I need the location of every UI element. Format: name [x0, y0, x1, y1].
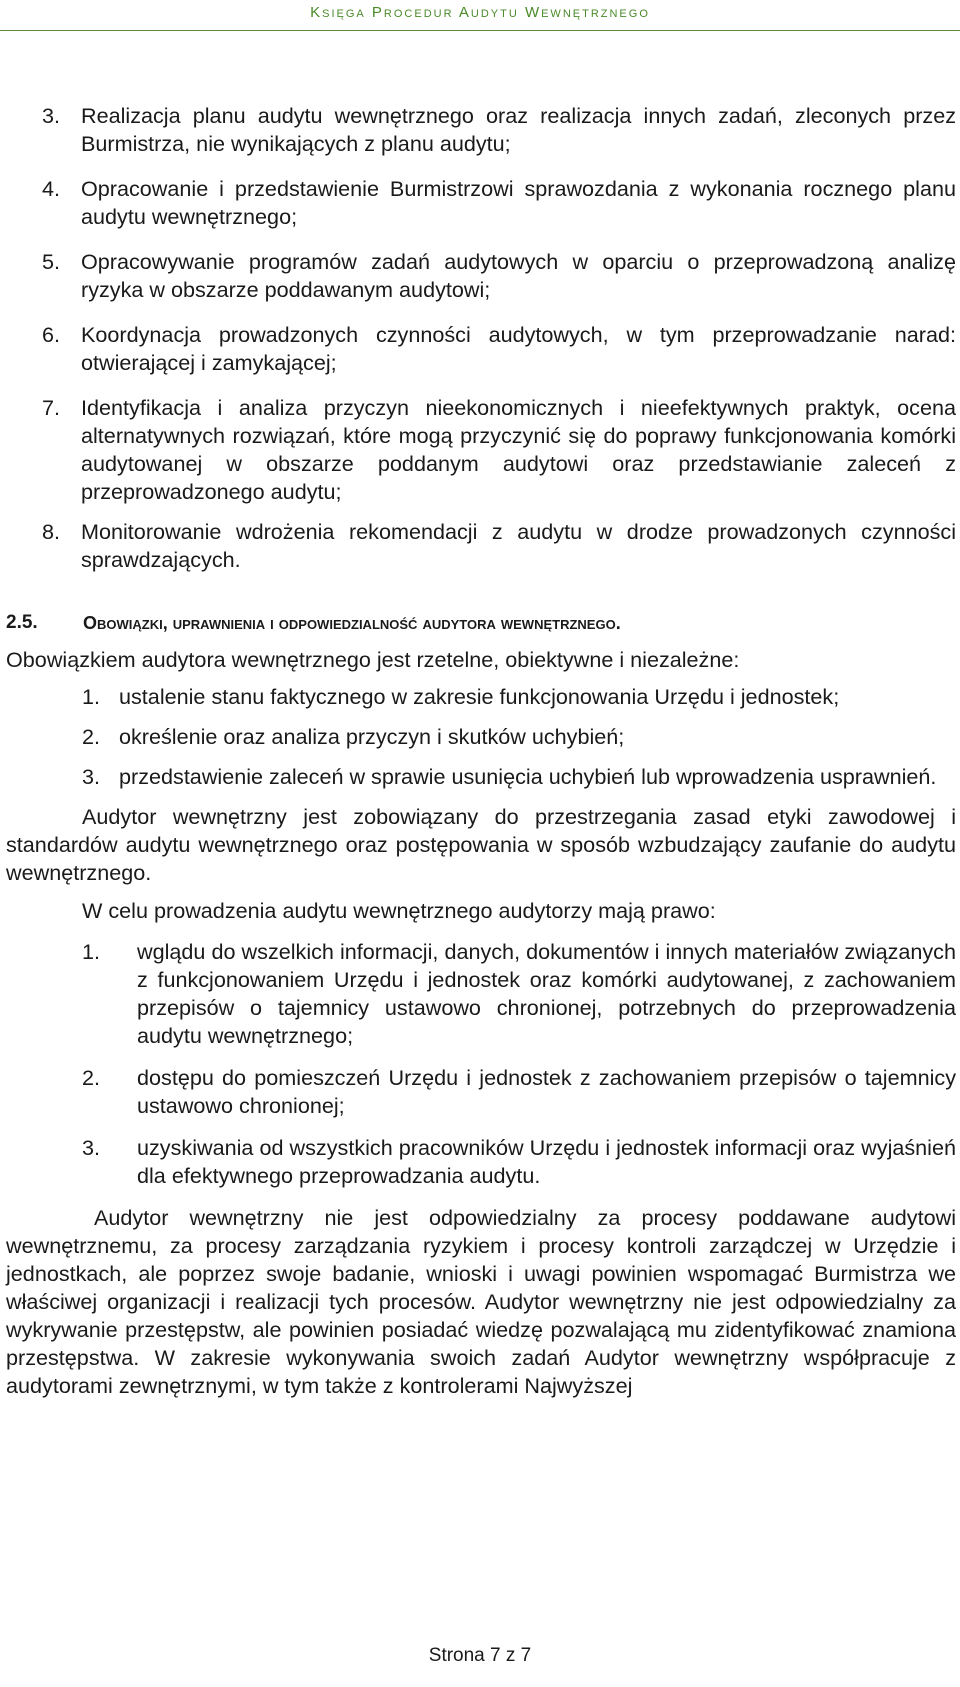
duties-list — [6, 683, 956, 791]
rights-intro: W celu prowadzenia audytu wewnętrznego audytorzy mają prawo: — [82, 898, 716, 923]
running-header — [0, 0, 960, 31]
list-item — [6, 518, 956, 574]
document-body — [6, 102, 956, 1400]
list-item — [6, 683, 956, 711]
list-item — [6, 175, 956, 231]
list-number: 1. — [82, 939, 101, 964]
list-item — [6, 248, 956, 304]
list-text: Identyfikacja i analiza przyczyn nieekonomicznych i nieefektywnych praktyk, ocena alternatywnych rozwiązań, które mogą przyczynić się do poprawy funkcjonowania komórki audytowanej w obszarze poddanym audytowi oraz przedstawianie zaleceń z przeprowadzonego audytu; — [81, 395, 956, 504]
list-text: Opracowanie i przedstawienie Burmistrzowi sprawozdania z wykonania rocznego planu audytu wewnętrznego; — [81, 176, 956, 229]
section-number: 2.5. — [6, 612, 38, 633]
list-number: 4. — [42, 176, 61, 201]
list-item — [6, 763, 956, 791]
list-text: Opracowywanie programów zadań audytowych w oparciu o przeprowadzoną analizę ryzyka w obszarze poddawanym audytowi; — [81, 249, 956, 302]
list-item — [6, 102, 956, 158]
list-number: 3. — [42, 103, 61, 128]
responsibility-paragraph: Audytor wewnętrzny nie jest odpowiedzialny za procesy poddawane audytowi wewnętrznemu, za procesy zarządzania ryzykiem i procesy kontroli zarządczej w Urzędzie i jednostkach, ale poprzez swoje badanie, wnioski i uwagi powinien wspomagać Burmistrza we właściwej organizacji i realizacji tych procesów. Audytor wewnętrzny nie jest odpowiedzialny za wykrywanie przestępstw, ale powinien posiadać wiedzę pozwalającą mu zidentyfikować znamiona przestępstwa. W zakresie wykonywania swoich zadań Audytor wewnętrzny współpracuje z audytorami zewnętrznymi, w tym także z kontrolerami Najwyższej — [6, 1205, 956, 1398]
list-number: 2. — [82, 1065, 101, 1090]
list-text: Realizacja planu audytu wewnętrznego oraz realizacja innych zadań, zleconych przez Burmistrza, nie wynikających z planu audytu; — [81, 103, 956, 156]
list-item — [6, 321, 956, 377]
list-text: wglądu do wszelkich informacji, danych, dokumentów i innych materiałów związanych z funkcjonowaniem Urzędu i jednostek oraz komórki audytowanej, z zachowaniem przepisów o tajemnicy ustawowo chronionej, potrzebnych do przeprowadzenia audytu wewnętrznego; — [137, 939, 956, 1048]
list-text: przedstawienie zaleceń w sprawie usunięcia uchybień lub wprowadzenia usprawnień. — [119, 764, 937, 789]
rights-list — [6, 938, 956, 1190]
list-item — [6, 394, 956, 506]
header-title: Księga Procedur Audytu Wewnętrznego — [310, 4, 650, 21]
list-number: 6. — [42, 322, 61, 347]
list-number: 5. — [42, 249, 61, 274]
list-item — [6, 723, 956, 751]
duties-intro: Obowiązkiem audytora wewnętrznego jest rzetelne, obiektywne i niezależne: — [6, 647, 740, 672]
ethics-paragraph: Audytor wewnętrzny jest zobowiązany do przestrzegania zasad etyki zawodowej i standardów audytu wewnętrznego oraz postępowania w sposób wzbudzający zaufanie do audytu wewnętrznego. — [6, 804, 956, 885]
list-text: dostępu do pomieszczeń Urzędu i jednostek z zachowaniem przepisów o tajemnicy ustawowo chronionej; — [137, 1065, 956, 1118]
list-number: 8. — [42, 519, 61, 544]
list-text: uzyskiwania od wszystkich pracowników Urzędu i jednostek informacji oraz wyjaśnień dla efektywnego przeprowadzania audytu. — [137, 1135, 956, 1188]
list-text: określenie oraz analiza przyczyn i skutków uchybień; — [119, 724, 625, 749]
list-text: Koordynacja prowadzonych czynności audytowych, w tym przeprowadzanie narad: otwierającej i zamykającej; — [81, 322, 956, 375]
section-title: Obowiązki, uprawnienia i odpowiedzialność audytora wewnętrznego. — [83, 613, 621, 633]
list-number: 3. — [82, 764, 101, 789]
page-number: Strona 7 z 7 — [428, 1645, 532, 1666]
list-number: 1. — [82, 684, 101, 709]
list-item — [6, 1134, 956, 1190]
list-text: ustalenie stanu faktycznego w zakresie funkcjonowania Urzędu i jednostek; — [119, 684, 840, 709]
list-item — [6, 1064, 956, 1120]
section-heading — [6, 609, 956, 637]
list-text: Monitorowanie wdrożenia rekomendacji z audytu w drodze prowadzonych czynności sprawdzających. — [81, 519, 956, 572]
list-number: 7. — [42, 395, 61, 420]
task-list — [6, 102, 956, 574]
list-number: 2. — [82, 724, 101, 749]
list-number: 3. — [82, 1135, 101, 1160]
list-item — [6, 938, 956, 1050]
